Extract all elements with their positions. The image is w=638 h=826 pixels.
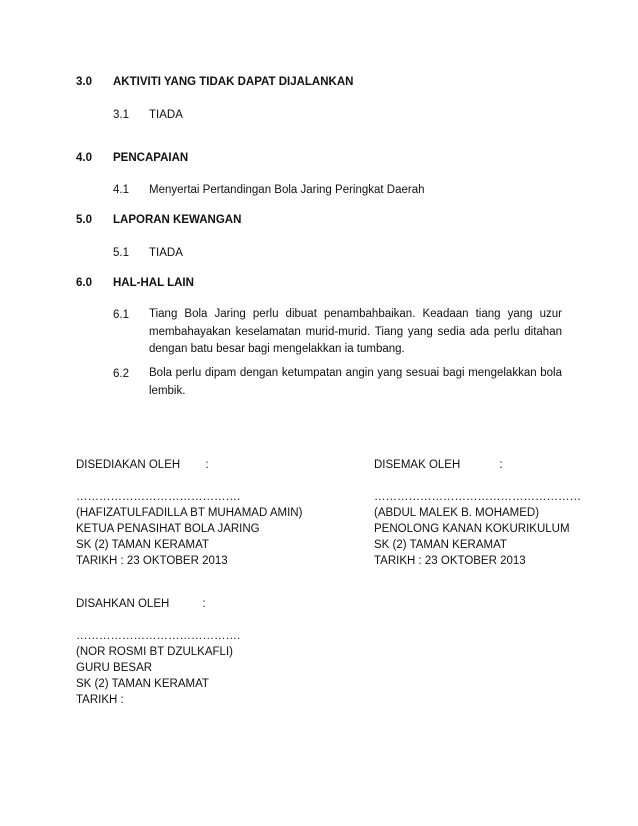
section-number: 6.0 — [76, 277, 92, 289]
signature-block-reviewed — [374, 457, 581, 569]
signatory-school: SK (2) TAMAN KERAMAT — [374, 539, 507, 551]
signature-block-approved — [76, 596, 240, 708]
signatory-position: PENOLONG KANAN KOKURIKULUM — [374, 523, 570, 535]
signatory-name: (NOR ROSMI BT DZULKAFLI) — [76, 646, 233, 658]
signature-date: TARIKH : 23 OKTOBER 2013 — [374, 555, 526, 567]
signature-label: DISEDIAKAN OLEH — [76, 459, 181, 471]
signatory-name: (ABDUL MALEK B. MOHAMED) — [374, 507, 540, 519]
item-number: 6.2 — [113, 368, 129, 380]
item-paragraph: Bola perlu dipam dengan ketumpatan angin yang sesuai bagi mengelakkan bola lembik. — [149, 367, 562, 397]
section-heading: LAPORAN KEWANGAN — [113, 214, 242, 226]
item-number: 6.1 — [113, 309, 129, 321]
signatory-school: SK (2) TAMAN KERAMAT — [76, 539, 209, 551]
item-text: Menyertai Pertandingan Bola Jaring Peringkat Daerah — [149, 184, 425, 196]
signature-label-row — [374, 457, 581, 473]
item-number: 4.1 — [113, 184, 129, 196]
signature-label: DISEMAK OLEH — [374, 459, 461, 471]
signature-colon: : — [499, 459, 503, 471]
item-paragraph: Tiang Bola Jaring perlu dibuat penambahbaikan. Keadaan tiang yang uzur membahayakan keselamatan murid-murid. Tiang yang sedia ada perlu ditahan dengan batu besar bagi mengelakkan ia tumbang. — [149, 308, 562, 355]
section-heading: PENCAPAIAN — [113, 152, 189, 164]
signatory-position: KETUA PENASIHAT BOLA JARING — [76, 523, 260, 535]
signature-label-row — [76, 457, 302, 473]
signatory-school: SK (2) TAMAN KERAMAT — [76, 678, 209, 690]
section-number: 5.0 — [76, 214, 92, 226]
signature-line: ……………………………………. — [76, 491, 241, 503]
item-text: TIADA — [149, 247, 183, 259]
section-number: 3.0 — [76, 76, 92, 88]
signature-date: TARIKH : 23 OKTOBER 2013 — [76, 555, 228, 567]
signature-line: ……………………………………. — [76, 630, 241, 642]
signature-line: ……………………………………………… — [374, 491, 581, 503]
section-heading: AKTIVITI YANG TIDAK DAPAT DIJALANKAN — [113, 76, 354, 88]
signature-label: DISAHKAN OLEH — [76, 598, 170, 610]
signatory-name: (HAFIZATULFADILLA BT MUHAMAD AMIN) — [76, 507, 303, 519]
signature-colon: : — [202, 598, 206, 610]
signature-date: TARIKH : — [76, 694, 124, 706]
signature-colon: : — [205, 459, 209, 471]
section-heading: HAL-HAL LAIN — [113, 277, 194, 289]
item-text: TIADA — [149, 109, 183, 121]
item-number: 5.1 — [113, 247, 129, 259]
section-number: 4.0 — [76, 152, 92, 164]
signatory-position: GURU BESAR — [76, 662, 153, 674]
item-number: 3.1 — [113, 109, 129, 121]
signature-label-row — [76, 596, 240, 612]
signature-block-prepared — [76, 457, 302, 569]
